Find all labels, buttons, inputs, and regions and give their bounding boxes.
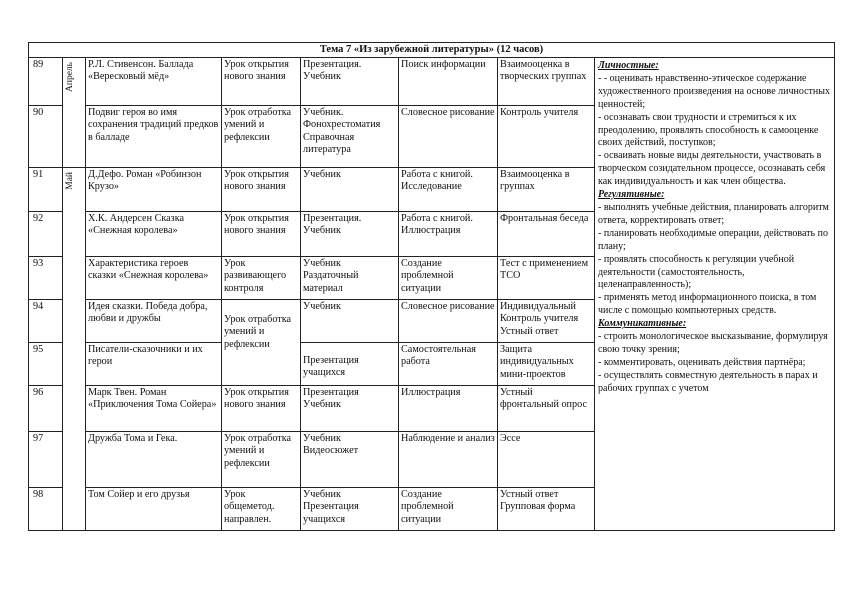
regulatory-header: Регулятивные: (598, 189, 665, 201)
lesson-number: 98 (29, 488, 63, 531)
month-cell (63, 168, 86, 531)
lesson-type: Урок открытия нового знания (222, 212, 301, 257)
lesson-number: 93 (29, 257, 63, 300)
lesson-activity: Иллюстрация (399, 386, 498, 432)
lesson-resources: Презентация Учебник (301, 386, 399, 432)
lesson-control: Эссе (498, 432, 595, 488)
lesson-control: Защита индивидуальных мини-проектов (498, 343, 595, 386)
month-label: Май (65, 172, 75, 190)
lesson-topic: Подвиг героя во имя сохранения традиций предков в балладе (86, 106, 222, 168)
lesson-number: 91 (29, 168, 63, 212)
lesson-activity: Создание проблемной ситуации (399, 257, 498, 300)
lesson-resources: Учебник. Фонохрестоматия Справочная литература (301, 106, 399, 168)
lesson-control: Взаимооценка в группах (498, 168, 595, 212)
lesson-activity: Словесное рисование (399, 106, 498, 168)
lesson-topic: Х.К. Андерсен Сказка «Снежная королева» (86, 212, 222, 257)
lesson-topic: Характеристика героев сказки «Снежная королева» (86, 257, 222, 300)
lesson-topic: Том Сойер и его друзья (86, 488, 222, 531)
lesson-type: Урок развивающего контроля (222, 257, 301, 300)
lesson-control: Контроль учителя (498, 106, 595, 168)
lesson-type: Урок открытия нового знания (222, 386, 301, 432)
lesson-number: 95 (29, 343, 63, 386)
communicative-item: - осуществлять совместную деятельность в парах и рабочих группах с учетом (598, 369, 818, 394)
communicative-item: - строить монологическое высказывание, формулируя свою точку зрения; (598, 331, 828, 355)
lesson-activity: Работа с книгой. Исследование (399, 168, 498, 212)
regulatory-item: - планировать необходимые операции, действовать по плану; (598, 227, 828, 252)
lesson-type: Урок отработка умений и рефлексии (222, 432, 301, 488)
lesson-number: 96 (29, 386, 63, 432)
lesson-control: Устный фронтальный опрос (498, 386, 595, 432)
lesson-type: Урок отработка умений и рефлексии (222, 106, 301, 168)
lesson-resources: Учебник Презентация учащихся (301, 488, 399, 531)
lesson-control: Устный ответ Групповая форма (498, 488, 595, 531)
month-cell (63, 58, 86, 168)
regulatory-item: - выполнять учебные действия, планировать алгоритм ответа, корректировать ответ; (598, 201, 829, 226)
regulatory-item: - применять метод информационного поиска, в том числе с помощью компьютерных средств. (598, 292, 817, 317)
lesson-resources: Презентация учащихся (301, 343, 399, 386)
personal-item: - осознавать свои трудности и стремиться к их преодолению, проявлять способность к самооценке своих действий, поступков; (598, 111, 819, 149)
lesson-type: Урок открытия нового знания (222, 168, 301, 212)
lesson-type: Урок открытия нового знания (222, 58, 301, 106)
lesson-number: 94 (29, 300, 63, 343)
lesson-topic: Дружба Тома и Гека. (86, 432, 222, 488)
lesson-number: 90 (29, 106, 63, 168)
lesson-type: Урок отработка умений и рефлексии (222, 300, 301, 386)
lesson-control: Взаимооценка в творческих группах (498, 58, 595, 106)
lesson-number: 92 (29, 212, 63, 257)
regulatory-item: - проявлять способность к регуляции учебной деятельности (самостоятельность, целенаправленность); (598, 253, 795, 291)
lesson-plan-table (28, 42, 835, 531)
lesson-resources: Презентация. Учебник (301, 212, 399, 257)
lesson-resources: Презентация. Учебник (301, 58, 399, 106)
lesson-topic: Р.Л. Стивенсон. Баллада «Вересковый мёд» (86, 58, 222, 106)
lesson-number: 97 (29, 432, 63, 488)
lesson-control: Индивидуальный Контроль учителя Устный ответ (498, 300, 595, 343)
lesson-resources: Учебник (301, 300, 399, 343)
lesson-topic: Д.Дефо. Роман «Робинзон Крузо» (86, 168, 222, 212)
month-label: Апрель (65, 62, 75, 92)
lesson-topic: Писатели-сказочники и их герои (86, 343, 222, 386)
personal-header: Личностные: (598, 60, 659, 71)
lesson-resources: Учебник (301, 168, 399, 212)
lesson-activity: Словесное рисование (399, 300, 498, 343)
lesson-activity: Создание проблемной ситуации (399, 488, 498, 531)
lesson-resources: Учебник Раздаточный материал (301, 257, 399, 300)
lesson-activity: Поиск информации (399, 58, 498, 106)
lesson-activity: Самостоятельная работа (399, 343, 498, 386)
communicative-header: Коммуникативные: (598, 318, 687, 330)
lesson-type: Урок общеметод. направлен. (222, 488, 301, 531)
lesson-control: Фронтальная беседа (498, 212, 595, 257)
lesson-activity: Работа с книгой. Иллюстрация (399, 212, 498, 257)
lesson-control: Тест с применением ТСО (498, 257, 595, 300)
lesson-number: 89 (29, 58, 63, 106)
lesson-resources: Учебник Видеосюжет (301, 432, 399, 488)
theme-title: Тема 7 «Из зарубежной литературы» (12 часов) (29, 43, 835, 58)
personal-item: - осваивать новые виды деятельности, участвовать в творческом созидательном процессе, осознавать себя как индивидуальность и как член общества. (598, 150, 826, 188)
lesson-activity: Наблюдение и анализ (399, 432, 498, 488)
communicative-item: - комментировать, оценивать действия партнёра; (598, 356, 806, 368)
lesson-topic: Марк Твен. Роман «Приключения Тома Сойера» (86, 386, 222, 432)
lesson-topic: Идея сказки. Победа добра, любви и дружбы (86, 300, 222, 343)
outcomes-cell (595, 58, 835, 531)
personal-item: - - оценивать нравственно-этическое содержание художественного произведения на основе личностных ценностей; (598, 72, 830, 110)
